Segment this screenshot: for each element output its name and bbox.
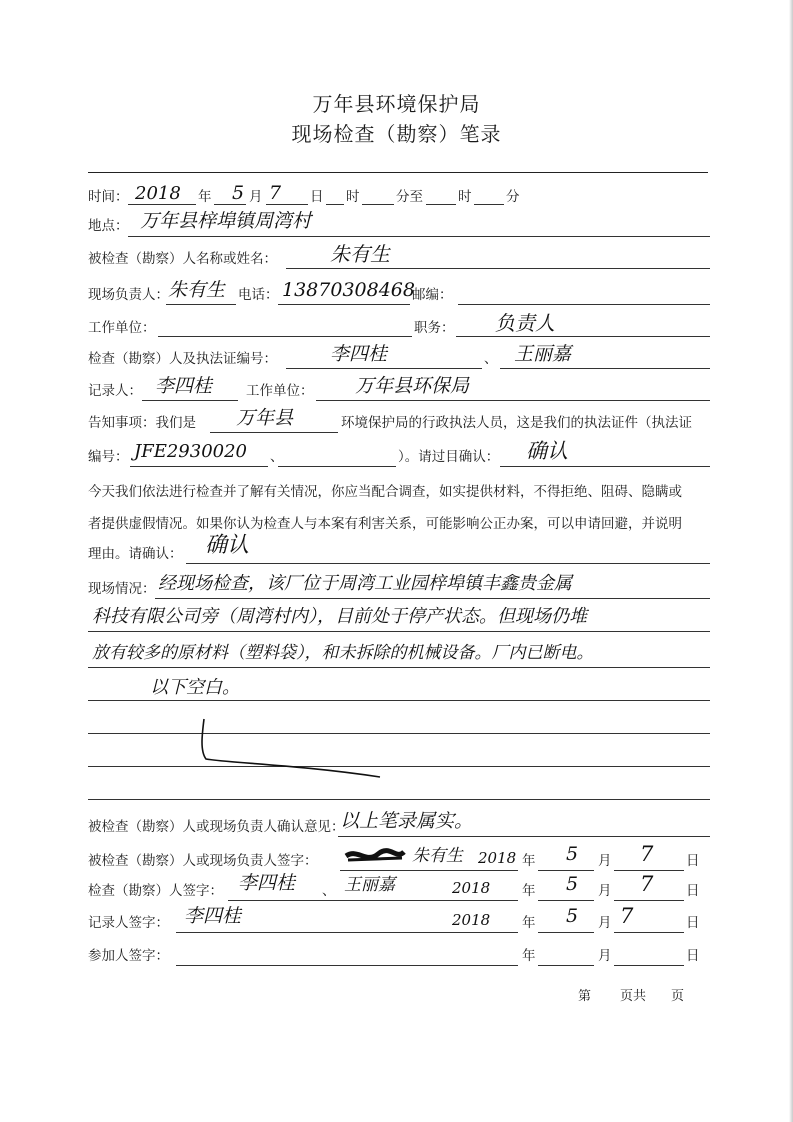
time-hour-line: [326, 204, 344, 205]
sign1-year: 2018: [478, 849, 517, 867]
sign1-day-line: [614, 870, 684, 871]
sign2-signature: 李四桂: [238, 872, 296, 894]
inspected-label: 被检查（勘察）人名称或姓名：: [88, 251, 277, 267]
sign3-month-line: [538, 932, 594, 933]
responsible-label: 现场负责人：: [88, 287, 169, 303]
paragraph-1: 今天我们依法进行检查并了解有关情况，你应当配合调查，如实提供材料，不得拒绝、阻碍、隐瞒或: [88, 484, 682, 500]
inspected-value: 朱有生: [330, 242, 390, 266]
position-line: [456, 336, 710, 337]
sign2-sep: 、: [322, 883, 336, 899]
time-label: 时间：: [88, 189, 129, 205]
time-minute-line: [362, 204, 394, 205]
sign2-line: [228, 900, 518, 901]
phone-value: 13870308468: [282, 279, 415, 301]
header-rule: [88, 172, 708, 173]
sign1-line: [340, 870, 518, 871]
notice-prefix: 告知事项：我们是: [88, 415, 196, 431]
minute-unit: 分: [506, 189, 520, 205]
scene-line-2: 科技有限公司旁（周湾村内），目前处于停产状态。但现场仍堆: [92, 606, 587, 627]
phone-line: [278, 304, 410, 305]
notice-suffix: 环境保护局的行政执法人员，这是我们的执法证件（执法证: [341, 415, 692, 431]
sign4-line: [176, 965, 518, 966]
footer-page-mid: 页共: [620, 989, 647, 1004]
sign2-month: 5: [566, 873, 579, 895]
scene-closing-stroke: [190, 715, 390, 785]
responsible-name: 朱有生: [168, 279, 226, 301]
hour-unit2: 时: [458, 189, 472, 205]
sign1-day: 7: [640, 842, 654, 866]
zip-label: 邮编：: [412, 287, 453, 303]
notice-sep: 、: [270, 449, 284, 465]
notice-confirm-label: ）。请过目确认：: [398, 449, 500, 465]
sign1-month-unit: 月: [598, 853, 612, 869]
scene-rule-6: [88, 766, 710, 767]
time-hour2-line: [426, 204, 456, 205]
time-month: 5: [232, 182, 245, 204]
scene-line-1: 经现场检查，该厂位于周湾工业园梓埠镇丰鑫贵金属: [158, 573, 572, 594]
notice-number-label: 编号：: [88, 449, 129, 465]
inspectors-label: 检查（勘察）人及执法证编号：: [88, 351, 277, 367]
confirmation-line: [338, 836, 710, 837]
position-value: 负责人: [495, 311, 555, 335]
scene-rule-4: [88, 700, 710, 701]
time-month-line: [214, 204, 246, 205]
sign4-day-unit: 日: [686, 948, 700, 964]
location-line: [128, 236, 710, 237]
sign2-year: 2018: [452, 879, 491, 897]
work-label: 工作单位：: [88, 320, 156, 336]
sign3-day-unit: 日: [686, 915, 700, 931]
inspector-1-line: [286, 368, 482, 369]
sign3-day: 7: [620, 904, 634, 928]
recorder-line: [142, 400, 238, 401]
sign3-year-unit: 年: [522, 915, 536, 931]
sign4-month-line: [538, 965, 594, 966]
sign1-label: 被检查（勘察）人或现场负责人签字：: [88, 853, 318, 869]
sign2-day-unit: 日: [686, 883, 700, 899]
notice-number2-line: [278, 466, 396, 467]
paragraph-3-label: 理由。请确认：: [88, 546, 183, 562]
day-unit: 日: [310, 189, 324, 205]
sign4-year-unit: 年: [522, 948, 536, 964]
location-value: 万年县梓埠镇周湾村: [140, 210, 312, 232]
inspector-2: 王丽嘉: [514, 343, 572, 365]
confirmation-value: 以上笔录属实。: [340, 810, 474, 832]
minute-to: 分至: [396, 189, 423, 205]
sign1-month: 5: [566, 843, 579, 865]
footer-page-prefix: 第: [578, 989, 592, 1004]
time-year-line: [128, 204, 196, 205]
inspectors-sep: 、: [484, 351, 498, 367]
sign1-day-unit: 日: [686, 853, 700, 869]
scene-line-4: 以下空白。: [150, 677, 240, 698]
scan-edge-shadow: [789, 0, 793, 1122]
work-line: [158, 336, 412, 337]
recorder-label: 记录人：: [88, 383, 142, 399]
scene-rule-2: [88, 631, 710, 632]
paragraph-2: 者提供虚假情况。如果你认为检查人与本案有利害关系，可能影响公正办案，可以申请回避，并说明: [88, 516, 682, 532]
year-unit: 年: [198, 189, 212, 205]
sign3-signature: 李四桂: [184, 905, 242, 927]
notice-number: JFE2930020: [134, 441, 248, 462]
scene-rule-5: [88, 733, 710, 734]
sign3-month-unit: 月: [598, 915, 612, 931]
inspector-1: 李四桂: [330, 343, 388, 365]
time-minute2-line: [474, 204, 504, 205]
sign2-month-unit: 月: [598, 883, 612, 899]
sign3-year: 2018: [452, 911, 491, 929]
sign2-label: 检查（勘察）人签字：: [88, 883, 223, 899]
scene-label: 现场情况：: [88, 581, 156, 597]
confirmation-label: 被检查（勘察）人或现场负责人确认意见：: [88, 819, 345, 835]
sign2-signature2: 王丽嘉: [344, 875, 395, 895]
notice-confirm-line: [500, 466, 710, 467]
page-title: 万年县环境保护局: [312, 92, 481, 116]
time-day-line: [266, 204, 308, 205]
scene-rule-3: [88, 667, 710, 668]
sign4-month-unit: 月: [598, 948, 612, 964]
recorder-unit: 万年县环保局: [355, 375, 470, 397]
sign3-month: 5: [566, 905, 579, 927]
time-day: 7: [269, 182, 282, 204]
scene-rule-1: [155, 598, 710, 599]
page-subtitle: 现场检查（勘察）笔录: [291, 122, 502, 146]
responsible-line: [166, 304, 236, 305]
notice-confirm: 确认: [526, 439, 568, 463]
sign1-signature: 朱有生: [412, 846, 463, 866]
scene-rule-7: [88, 799, 710, 800]
sign2-year-unit: 年: [522, 883, 536, 899]
notice-county: 万年县: [236, 407, 294, 429]
sign2-day: 7: [640, 872, 654, 896]
notice-county-line: [210, 432, 338, 433]
zip-line: [458, 304, 710, 305]
sign3-label: 记录人签字：: [88, 915, 169, 931]
sign1-year-unit: 年: [522, 853, 536, 869]
inspected-line: [286, 268, 710, 269]
sign1-month-line: [538, 870, 594, 871]
inspector-2-line: [500, 368, 710, 369]
notice-number-line: [130, 466, 268, 467]
sign4-label: 参加人签字：: [88, 948, 169, 964]
sign3-line: [176, 932, 518, 933]
paragraph-3-value: 确认: [205, 533, 250, 558]
time-year: 2018: [135, 183, 181, 204]
position-label: 职务：: [414, 320, 455, 336]
sign3-day-line: [614, 932, 684, 933]
recorder-unit-label: 工作单位：: [246, 383, 314, 399]
recorder-unit-line: [316, 400, 710, 401]
crossed-out-signature: [344, 846, 406, 866]
location-label: 地点：: [88, 218, 129, 234]
month-unit: 月: [249, 189, 263, 205]
paragraph-3-line: [186, 563, 710, 564]
sign2-month-line: [538, 900, 594, 901]
hour-unit: 时: [346, 189, 360, 205]
sign4-day-line: [614, 965, 684, 966]
recorder-name: 李四桂: [155, 375, 213, 397]
scene-line-3: 放有较多的原材料（塑料袋），和未拆除的机械设备。厂内已断电。: [92, 643, 594, 663]
phone-label: 电话：: [238, 287, 279, 303]
footer-page-suffix: 页: [671, 989, 685, 1004]
sign2-day-line: [614, 900, 684, 901]
